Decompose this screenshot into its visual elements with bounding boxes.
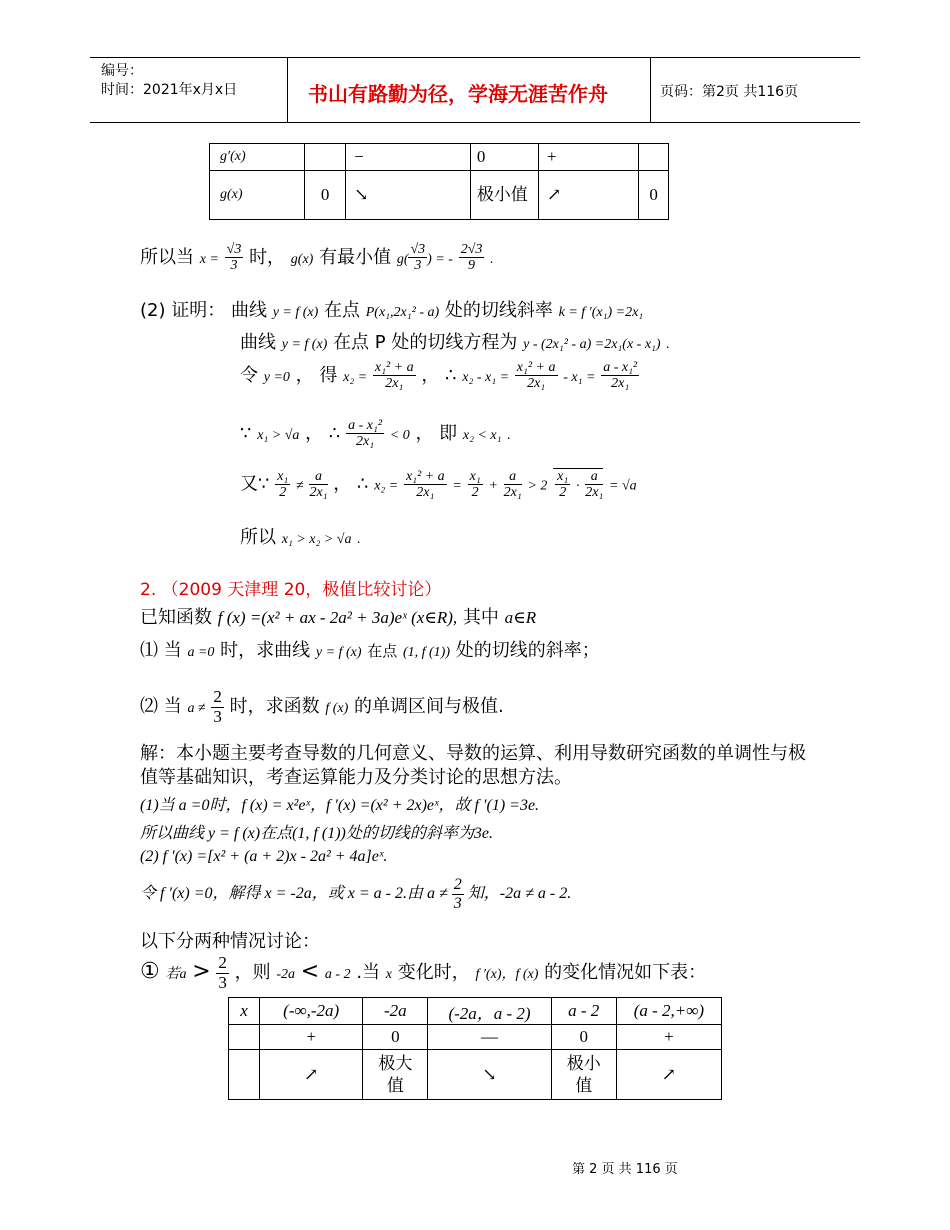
table2-cell	[229, 1025, 260, 1050]
text: ， ∴	[305, 422, 341, 444]
table1-cell: +	[539, 144, 639, 171]
circled-one: ①	[140, 959, 160, 985]
numerator: a	[504, 469, 522, 485]
header-code-label: 编号：	[101, 63, 143, 79]
text: 时，求曲线	[220, 640, 311, 661]
denominator: 2x₁	[503, 484, 522, 500]
denominator: 3	[453, 894, 462, 912]
math: ) = -	[427, 251, 453, 267]
fraction	[275, 469, 290, 501]
table2-cell: +	[616, 1025, 721, 1050]
math: = √a	[609, 478, 637, 494]
fraction	[309, 469, 327, 501]
denominator: 2x₁	[309, 484, 328, 500]
text: 时，求函数	[229, 696, 320, 718]
math: a ≠	[187, 701, 206, 717]
problem2-case1	[140, 954, 706, 992]
problem2-step2: 所以曲线 y = f (x)在点(1, f (1))处的切线的斜率为3e.	[140, 825, 493, 842]
math: f (x)	[325, 701, 349, 717]
math: (1, f (1))	[402, 645, 451, 660]
solution1-line1	[140, 242, 494, 274]
text: .当	[356, 962, 381, 984]
numerator: x₁	[469, 468, 481, 484]
header-bottom-rule	[90, 122, 860, 123]
denominator: 2x₁	[416, 484, 435, 500]
math: g(x)	[290, 251, 314, 267]
denominator: 3	[213, 706, 222, 726]
table1-label: g(x)	[210, 171, 305, 220]
text: ， ∴	[333, 473, 369, 495]
math: +	[488, 478, 498, 494]
text: 令 f ′(x) =0，解得 x = -2a，或 x = a - 2.由 a ≠	[140, 884, 448, 902]
header-time: 时间：2021年x月x日	[101, 82, 238, 98]
header-top-rule	[90, 57, 860, 58]
text: ， 即	[415, 422, 458, 444]
text: 有最小值	[319, 246, 392, 268]
table2-cell	[229, 1050, 260, 1100]
table1-cell: ↗	[539, 171, 639, 220]
text: ⑴ 当	[140, 640, 182, 661]
problem2-solution-intro: 解：本小题主要考查导数的几何意义、导数的运算、利用导数研究函数的单调性与极值等基础知识，考查运算能力及分类讨论的思想方法。	[140, 743, 806, 788]
numerator: x₁² + a	[374, 360, 414, 375]
math: a =0	[187, 645, 215, 660]
fraction	[504, 469, 522, 501]
math: x₂ - x₁ =	[462, 369, 510, 385]
table2-header-row	[229, 998, 722, 1025]
text: <	[300, 959, 320, 985]
problem2-step5: 以下分两种情况讨论：	[140, 931, 320, 952]
table2-cell: ↗	[616, 1050, 721, 1100]
text: 曲线	[240, 332, 276, 353]
numerator: 2	[453, 876, 462, 893]
table2-cell: 0	[363, 1025, 428, 1050]
text: 又∵	[240, 473, 270, 495]
text: ，则	[234, 962, 271, 984]
text: 令	[240, 364, 258, 386]
denominator: 2x₁	[527, 376, 546, 392]
header-divider-left	[287, 57, 288, 123]
sqrt-radical	[553, 468, 603, 501]
fraction	[346, 418, 384, 450]
numerator: √3	[226, 242, 242, 257]
math: y =0	[263, 369, 290, 385]
table1-cell: −	[346, 144, 471, 171]
text: 时，	[249, 246, 286, 268]
text: 知，-2a ≠ a - 2.	[467, 884, 572, 902]
math: x₂ =	[343, 369, 368, 385]
text: 已知函数	[140, 607, 212, 628]
math: y = f (x)	[315, 645, 362, 660]
math: f ′(x)，f (x)	[475, 967, 539, 983]
table1-cell: 0	[305, 171, 346, 220]
problem2-title: 2. （2009 天津理 20，极值比较讨论）	[140, 580, 442, 600]
text: 的单调区间与极值.	[354, 696, 504, 718]
fraction	[373, 360, 416, 392]
text: 变化时，	[397, 962, 470, 984]
math: a∈R	[504, 608, 537, 627]
table2-cell: ↗	[260, 1050, 363, 1100]
math: a - 2	[324, 967, 351, 983]
table2-cell: 极大值	[363, 1050, 428, 1100]
text: 处的切线的斜率；	[455, 640, 600, 661]
text: ， ∴	[421, 364, 457, 386]
denominator: 2x₁	[385, 376, 404, 392]
table1-cell: 0	[639, 171, 669, 220]
denominator: 2x₁	[585, 485, 604, 501]
math: P(x₁,2x₁² - a)	[365, 305, 440, 320]
fraction	[555, 469, 570, 501]
table2-header-cell: a - 2	[551, 998, 616, 1025]
text: ∵	[240, 422, 252, 444]
math: .	[490, 251, 494, 267]
header-page-info: 页码：第2页 共116页	[660, 84, 799, 100]
solution1-line6	[240, 468, 637, 501]
numerator: 2	[213, 687, 222, 706]
text: 其中	[462, 607, 499, 628]
page-footer: 第 2 页 共 116 页	[572, 1162, 678, 1177]
fraction	[515, 360, 558, 392]
fraction	[468, 469, 483, 501]
math: x =	[199, 251, 219, 267]
numerator: a - x₁²	[603, 360, 638, 375]
math: .	[507, 427, 511, 443]
denominator: 3	[230, 258, 238, 274]
text: 处的切线斜率	[444, 300, 553, 321]
math: 若a	[165, 967, 187, 983]
math: < 0	[389, 427, 410, 443]
header-motto: 书山有路勤为径，学海无涯苦作舟	[308, 82, 608, 106]
math: .	[666, 337, 670, 352]
math: k = f ′(x₁) =2x₁	[558, 305, 644, 320]
math: ·	[575, 478, 580, 494]
denominator: 2	[279, 484, 287, 500]
table2-header-cell: (a - 2,+∞)	[616, 998, 721, 1025]
math: > 2	[527, 478, 548, 494]
denominator: 2x₁	[355, 434, 375, 450]
numerator: 2√3	[460, 242, 483, 257]
problem2-step3: (2) f ′(x) =[x² + (a + 2)x - 2a² + 4a]eˣ.	[140, 848, 388, 865]
table2-function-row	[229, 1050, 722, 1100]
problem2-step4	[140, 876, 571, 912]
table2-derivative-row	[229, 1025, 722, 1050]
denominator: 3	[414, 258, 422, 274]
math: =	[452, 478, 462, 494]
denominator: 9	[468, 258, 476, 274]
text: 所以	[240, 527, 276, 548]
table1-cell	[305, 144, 346, 171]
math: x₂ =	[374, 478, 399, 494]
problem2-step1: (1)当 a =0时，f (x) = x²eˣ，f ′(x) =(x² + 2x)eˣ，故 f ′(1) =3e.	[140, 797, 540, 814]
numerator: 2	[218, 953, 227, 972]
fraction	[585, 469, 603, 501]
math: x	[385, 967, 393, 983]
table2-header-cell: (-2a，a - 2)	[428, 998, 551, 1025]
denominator: 2	[471, 484, 479, 500]
text: ⑵ 当	[140, 696, 182, 718]
variation-table-g	[209, 143, 669, 220]
numerator: a	[309, 469, 327, 485]
math: y = f (x)	[281, 337, 328, 352]
table1-row-derivative	[210, 144, 669, 171]
solution1-line3	[240, 328, 670, 354]
table1-label: g′(x)	[210, 144, 305, 171]
table2-cell: +	[260, 1025, 363, 1050]
table2-cell: 极小值	[551, 1050, 616, 1100]
problem2-question1	[140, 636, 600, 662]
text: 曲线	[230, 300, 267, 321]
math: -2a	[276, 967, 296, 983]
math: y - (2x₁² - a) =2x₁(x - x₁)	[523, 337, 661, 352]
table1-cell: 0	[470, 144, 538, 171]
table1-cell: 极小值	[470, 171, 538, 220]
math: .	[357, 532, 361, 547]
text: 的变化情况如下表：	[544, 962, 707, 984]
numerator: x₁² + a	[405, 468, 445, 484]
text: 在点	[324, 300, 361, 321]
fraction	[408, 242, 427, 274]
variation-table-f	[228, 997, 722, 1100]
fraction	[601, 360, 639, 392]
solution1-line7	[240, 523, 361, 549]
denominator: 3	[218, 972, 227, 992]
table1-cell	[639, 144, 669, 171]
numerator: x₁	[277, 468, 289, 484]
math: ≠	[296, 478, 304, 494]
denominator: 2	[559, 485, 567, 501]
header-divider-right	[650, 57, 651, 123]
math: x₁ > √a	[257, 427, 300, 443]
fraction	[459, 242, 485, 274]
solution1-line4	[240, 360, 639, 392]
table1-row-function	[210, 171, 669, 220]
numerator: √3	[410, 242, 426, 257]
solution1-line5	[240, 418, 511, 450]
numerator: x₁² + a	[516, 360, 556, 375]
text: >	[192, 959, 211, 985]
problem2-statement	[140, 603, 536, 629]
fraction	[216, 954, 229, 992]
math: y = f (x)	[272, 305, 319, 320]
math: x₂ < x₁	[462, 427, 502, 443]
proof-label: (2) 证明：	[140, 300, 226, 321]
math: f (x) =(x² + ax - 2a² + 3a)eˣ (x∈R),	[217, 608, 458, 627]
table2-header-cell: x	[229, 998, 260, 1025]
numerator: x₁	[557, 469, 569, 484]
table2-header-cell: -2a	[363, 998, 428, 1025]
table1-cell: ↘	[346, 171, 471, 220]
solution1-line2	[140, 296, 643, 322]
math: g(	[396, 251, 409, 267]
math: - x₁ =	[563, 369, 596, 385]
fraction	[225, 242, 244, 274]
text: 在点 P 处的切线方程为	[333, 332, 518, 353]
denominator: 2x₁	[611, 376, 630, 392]
fraction	[404, 469, 447, 501]
fraction	[452, 876, 464, 912]
table2-cell: ↘	[428, 1050, 551, 1100]
math: x₁ > x₂ > √a	[281, 532, 352, 547]
text: ， 得	[295, 364, 338, 386]
table2-cell: —	[428, 1025, 551, 1050]
text: 所以当	[140, 246, 194, 268]
text: 在点	[367, 642, 398, 660]
problem2-question2	[140, 688, 504, 726]
fraction	[211, 688, 224, 726]
table2-cell: 0	[551, 1025, 616, 1050]
numerator: a - x₁²	[348, 418, 383, 433]
numerator: a	[585, 469, 603, 485]
table2-header-cell: (-∞,-2a)	[260, 998, 363, 1025]
